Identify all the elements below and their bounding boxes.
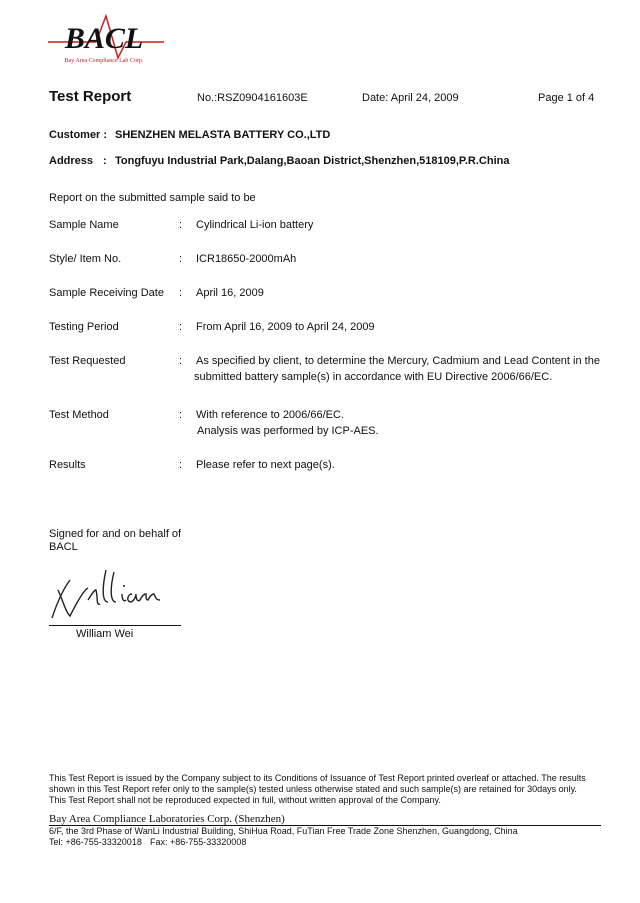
report-date: Date: April 24, 2009 xyxy=(362,92,459,104)
field-value: April 16, 2009 xyxy=(196,287,264,299)
svg-text:BACL: BACL xyxy=(64,22,144,55)
field-value: As specified by client, to determine the Mercury, Cadmium and Lead Content in the xyxy=(196,355,600,367)
page-number: Page 1 of 4 xyxy=(538,92,595,104)
footer-fax: Fax: +86-755-33320008 xyxy=(150,837,247,847)
field-colon: : xyxy=(179,321,183,333)
signature-image xyxy=(48,560,178,624)
field-label: Testing Period xyxy=(49,321,119,333)
intro-text: Report on the submitted sample said to be xyxy=(49,192,256,204)
signature-line xyxy=(49,625,181,626)
field-colon: : xyxy=(179,459,183,471)
signed-org-text: BACL xyxy=(49,541,78,553)
field-label: Test Method xyxy=(49,409,109,421)
address-colon: : xyxy=(103,155,107,167)
field-value: submitted battery sample(s) in accordance with EU Directive 2006/66/EC. xyxy=(194,371,553,383)
field-colon: : xyxy=(179,253,183,265)
signer-name: William Wei xyxy=(76,628,134,640)
field-colon: : xyxy=(179,409,183,421)
footer-address: 6/F, the 3rd Phase of WanLi Industrial Building, ShiHua Road, FuTian Free Trade Zone Shenzhen, Guangdong, China xyxy=(49,826,518,836)
field-label: Sample Name xyxy=(49,219,119,231)
field-value: ICR18650-2000mAh xyxy=(196,253,297,265)
field-colon: : xyxy=(179,355,183,367)
field-value: With reference to 2006/66/EC. xyxy=(196,409,344,421)
field-label: Sample Receiving Date xyxy=(49,287,164,299)
disclaimer-line: This Test Report shall not be reproduced expected in full, without written approval of the Company. xyxy=(49,795,441,805)
customer-label: Customer : xyxy=(49,129,108,141)
bacl-logo xyxy=(46,10,166,66)
footer-tel: Tel: +86-755-33320018 xyxy=(49,837,142,847)
field-value: Please refer to next page(s). xyxy=(196,459,335,471)
footer-company: Bay Area Compliance Laboratories Corp. (Shenzhen) xyxy=(49,813,285,825)
field-label: Results xyxy=(49,459,86,471)
field-value: From April 16, 2009 to April 24, 2009 xyxy=(196,321,375,333)
customer-value: SHENZHEN MELASTA BATTERY CO.,LTD xyxy=(115,129,331,141)
svg-text:Bay Area Compliance Lab Corp.: Bay Area Compliance Lab Corp. xyxy=(64,58,144,64)
field-colon: : xyxy=(179,219,183,231)
signed-for-text: Signed for and on behalf of xyxy=(49,528,182,540)
report-title: Test Report xyxy=(49,88,132,105)
address-label: Address xyxy=(49,155,94,167)
disclaimer-line: This Test Report is issued by the Company subject to its Conditions of Issuance of Test Report printed overleaf or attached. The results xyxy=(49,773,586,783)
field-colon: : xyxy=(179,287,183,299)
field-label: Test Requested xyxy=(49,355,126,367)
report-number: No.:RSZ0904161603E xyxy=(197,92,308,104)
address-value: Tongfuyu Industrial Park,Dalang,Baoan District,Shenzhen,518109,P.R.China xyxy=(115,155,510,167)
disclaimer-line: shown in this Test Report refer only to the sample(s) tested unless otherwise stated and such sample(s) are retained for 30days only. xyxy=(49,784,577,794)
field-value: Analysis was performed by ICP-AES. xyxy=(197,425,379,437)
field-value: Cylindrical Li-ion battery xyxy=(196,219,314,231)
field-label: Style/ Item No. xyxy=(49,253,122,265)
